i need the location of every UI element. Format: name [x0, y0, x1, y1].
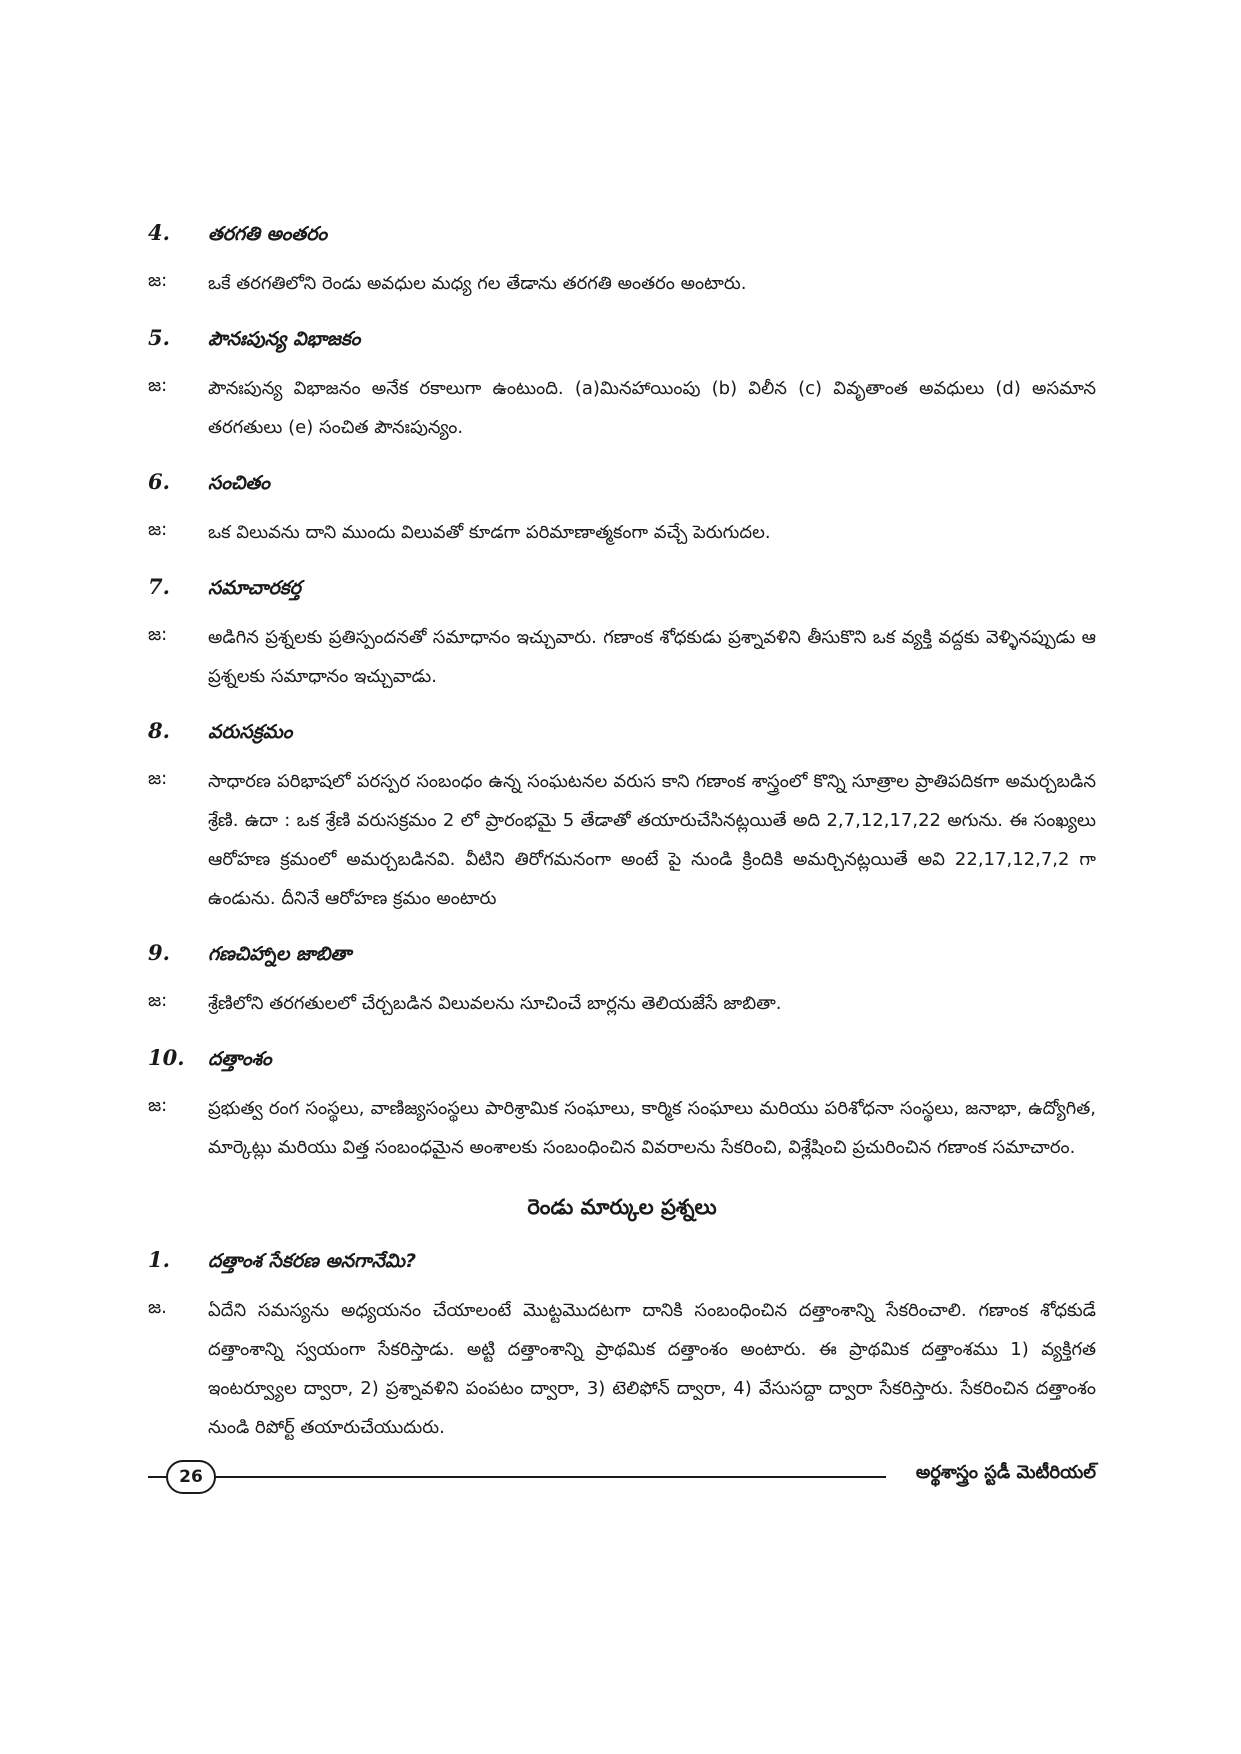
answer-text: పౌనఃపున్య విభాజనం అనేక రకాలుగా ఉంటుంది. (a)మినహాయింపు (b) విలీన (c) వివృతాంత అవధులు (d) అసమాన తరగతులు (e) సంచిత పౌనఃపున్యం. — [208, 378, 1096, 438]
answer-block — [148, 513, 1096, 552]
question-title: పౌనఃపున్య విభాజకం — [208, 328, 361, 350]
answer-label: జ: — [148, 768, 168, 789]
question-number: 4. — [148, 220, 170, 245]
answer-label: జ: — [148, 375, 168, 396]
qa-item-10 — [148, 1045, 1096, 1167]
two-mark-question-1 — [148, 1247, 1096, 1447]
page-number-badge: 26 — [166, 1460, 216, 1494]
question-number: 9. — [148, 940, 170, 965]
qa-item-9 — [148, 940, 1096, 1023]
question-title: తరగతి అంతరం — [208, 223, 328, 245]
question-heading — [148, 220, 1096, 250]
answer-text: శ్రేణిలోని తరగతులలో చేర్చబడిన విలువలను సూచించే బార్లను తెలియజేసే జాబితా. — [208, 993, 782, 1014]
question-title: వరుసక్రమం — [208, 721, 293, 743]
qa-item-6 — [148, 469, 1096, 552]
answer-label: జ: — [148, 990, 168, 1011]
qa-item-7 — [148, 574, 1096, 696]
answer-block — [148, 369, 1096, 447]
answer-block — [148, 618, 1096, 696]
footer-book-title: అర్థశాస్త్రం స్టడీ మెటీరియల్ — [915, 1462, 1096, 1483]
answer-text: ఒకే తరగతిలోని రెండు అవధుల మధ్య గల తేడాను తరగతి అంతరం అంటారు. — [208, 273, 747, 294]
section-heading: రెండు మార్కుల ప్రశ్నలు — [527, 1195, 717, 1219]
qa-item-8 — [148, 718, 1096, 918]
question-title: సమాచారకర్త — [208, 577, 301, 599]
answer-block — [148, 264, 1096, 303]
answer-text: ప్రభుత్వ రంగ సంస్థలు, వాణిజ్యసంస్థలు పారిశ్రామిక సంఘాలు, కార్మిక సంఘాలు మరియు పరిశోధనా సంస్థలు, జనాభా, ఉద్యోగిత, మార్కెట్లు మరియు విత్త సంబంధమైన అంశాలకు సంబంధించిన వివరాలను సేకరించి, విశ్లేషించి ప్రచురించిన గణాంక సమాచారం. — [208, 1098, 1096, 1158]
answer-block — [148, 984, 1096, 1023]
question-heading — [148, 469, 1096, 499]
question-title: దత్తాంశ సేకరణ అనగానేమి? — [208, 1250, 417, 1272]
answer-text: అడిగిన ప్రశ్నలకు ప్రతిస్పందనతో సమాధానం ఇచ్చువారు. గణాంక శోధకుడు ప్రశ్నావళిని తీసుకొని ఒక వ్యక్తి వద్దకు వెళ్ళినప్పుడు ఆ ప్రశ్నలకు సమాధానం ఇచ్చువాడు. — [208, 627, 1096, 687]
answer-label: జ: — [148, 270, 168, 291]
page-footer — [148, 1458, 1096, 1494]
question-title: సంచితం — [208, 472, 270, 494]
answer-text: ఒక విలువను దాని ముందు విలువతో కూడగా పరిమాణాత్మకంగా వచ్చే పెరుగుదల. — [208, 522, 771, 543]
question-number: 6. — [148, 469, 170, 494]
question-heading — [148, 718, 1096, 748]
qa-item-5 — [148, 325, 1096, 447]
question-number: 8. — [148, 718, 170, 743]
question-heading — [148, 325, 1096, 355]
answer-label: జ: — [148, 624, 168, 645]
page-content — [148, 220, 1096, 1469]
question-heading — [148, 1247, 1096, 1277]
question-number: 5. — [148, 325, 170, 350]
question-heading — [148, 940, 1096, 970]
question-number: 7. — [148, 574, 170, 599]
question-title: దత్తాంశం — [208, 1048, 272, 1070]
answer-text: ఏదేని సమస్యను అధ్యయనం చేయాలంటే మొట్టమొదటగా దానికి సంబంధించిన దత్తాంశాన్ని సేకరించాలి. గణాంక శోధకుడే దత్తాంశాన్ని స్వయంగా సేకరిస్తాడు. అట్టి దత్తాంశాన్ని ప్రాథమిక దత్తాంశం అంటారు. ఈ ప్రాథమిక దత్తాంశము 1) వ్యక్తిగత ఇంటర్వ్యూల ద్వారా, 2) ప్రశ్నావళిని పంపటం ద్వారా, 3) టెలిఫోన్ ద్వారా, 4) వేసుసద్దా ద్వారా సేకరిస్తారు. సేకరించిన దత్తాంశం నుండి రిపోర్ట్ తయారుచేయుదురు. — [208, 1300, 1096, 1438]
answer-label: జ. — [148, 1297, 167, 1318]
answer-block — [148, 1291, 1096, 1447]
question-heading — [148, 574, 1096, 604]
qa-item-4 — [148, 220, 1096, 303]
footer-rule — [148, 1476, 886, 1478]
answer-label: జ: — [148, 519, 168, 540]
answer-block — [148, 1089, 1096, 1167]
answer-block — [148, 762, 1096, 918]
question-number: 1. — [148, 1247, 170, 1272]
question-title: గణచిహ్నాల జాబితా — [208, 943, 352, 965]
question-heading — [148, 1045, 1096, 1075]
answer-text: సాధారణ పరిభాషలో పరస్పర సంబంధం ఉన్న సంఘటనల వరుస కాని గణాంక శాస్త్రంలో కొన్ని సూత్రాల ప్రాతిపదికగా అమర్చబడిన శ్రేణి. ఉదా : ఒక శ్రేణి వరుసక్రమం 2 లో ప్రారంభమై 5 తేడాతో తయారుచేసినట్లయితే అది 2,7,12,17,22 అగును. ఈ సంఖ్యలు ఆరోహణ క్రమంలో అమర్చబడినవి. వీటిని తిరోగమనంగా అంటే పై నుండి క్రిందికి అమర్చినట్లయితే అవి 22,17,12,7,2 గా ఉండును. దీనినే ఆరోహణ క్రమం అంటారు — [208, 771, 1096, 909]
answer-label: జ: — [148, 1095, 168, 1116]
question-number: 10. — [148, 1045, 185, 1070]
